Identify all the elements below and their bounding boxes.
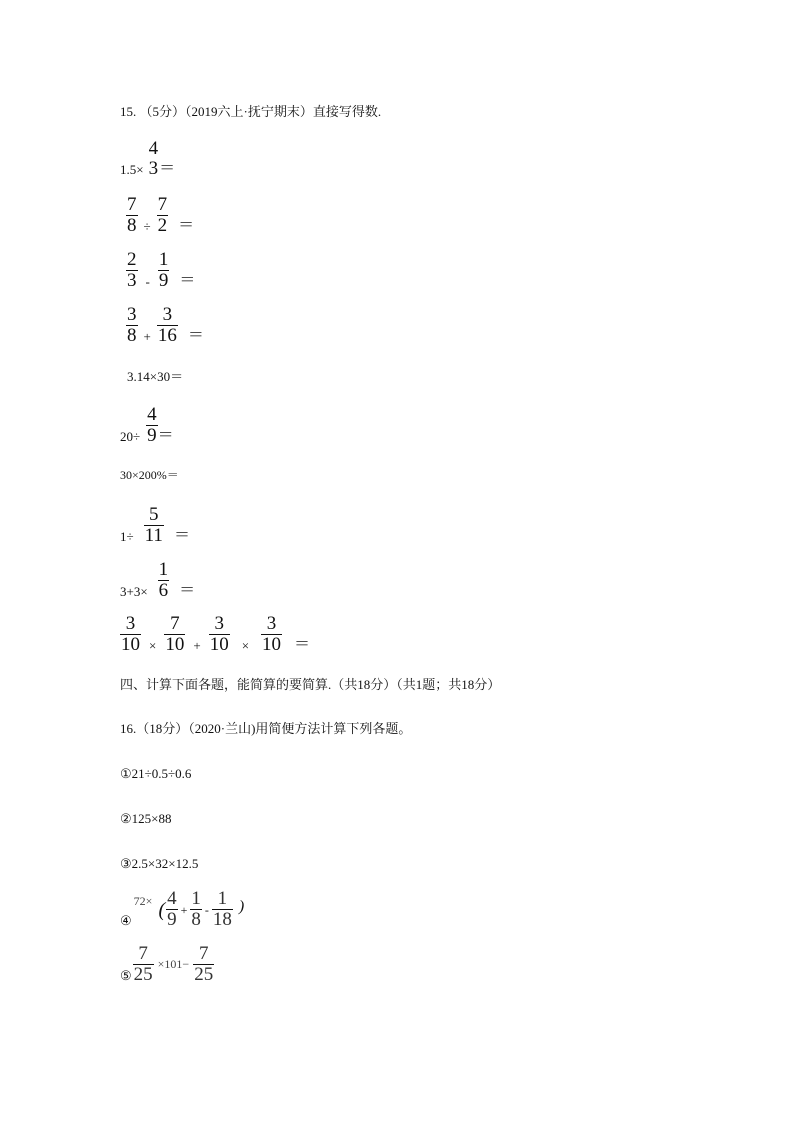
item6-equals: ＝ bbox=[157, 427, 174, 444]
item10-num3: 3 bbox=[214, 613, 224, 634]
item1-fraction bbox=[148, 140, 160, 178]
q15-item-6 bbox=[120, 406, 174, 445]
problem5-den1: 25 bbox=[133, 964, 153, 985]
item10-frac3 bbox=[209, 615, 230, 654]
q15-item-5 bbox=[127, 369, 183, 385]
q16-problem-1 bbox=[120, 766, 191, 782]
item3-num1: 2 bbox=[127, 249, 137, 270]
item7-text: 30×200%＝ bbox=[120, 468, 179, 482]
problem4-marker: ④ bbox=[120, 913, 132, 928]
problem4-num2: 1 bbox=[191, 888, 201, 909]
section4-title-text: 四、计算下面各题，能简算的要简算.（共18分）（共1题；共18分） bbox=[120, 677, 501, 692]
item4-den1: 8 bbox=[127, 325, 137, 346]
item10-equals: ＝ bbox=[294, 636, 311, 653]
q16-problem-4 bbox=[120, 890, 244, 929]
item10-frac1 bbox=[120, 615, 141, 654]
item1-equals: ＝ bbox=[159, 160, 176, 177]
item3-frac1 bbox=[126, 251, 138, 290]
q16-problem-3 bbox=[120, 856, 198, 872]
item6-prefix: 20÷ bbox=[120, 429, 141, 444]
item3-frac2 bbox=[158, 251, 170, 290]
item4-frac1 bbox=[126, 306, 138, 345]
item10-den1: 10 bbox=[121, 634, 140, 655]
item8-fraction bbox=[144, 506, 164, 545]
problem3-text: ③2.5×32×12.5 bbox=[120, 856, 199, 871]
item10-den3: 10 bbox=[209, 634, 229, 655]
q15-item-2 bbox=[126, 196, 194, 235]
q15-header-text: 15. （5分）（2019六上·抚宁期末）直接写得数. bbox=[120, 104, 382, 119]
item4-op: + bbox=[143, 329, 151, 344]
item3-den2: 9 bbox=[158, 270, 169, 291]
item9-num: 1 bbox=[158, 559, 169, 580]
item8-den: 11 bbox=[144, 525, 163, 546]
item4-den2: 16 bbox=[157, 325, 177, 346]
item6-fraction bbox=[146, 406, 158, 445]
problem5-den2: 25 bbox=[194, 964, 214, 985]
problem4-den2: 8 bbox=[191, 909, 201, 930]
item9-den: 6 bbox=[158, 580, 169, 601]
problem4-frac1 bbox=[166, 890, 178, 929]
q15-header bbox=[120, 104, 381, 120]
problem1-text: ①21÷0.5÷0.6 bbox=[120, 766, 192, 781]
q16-problem-2 bbox=[120, 811, 172, 827]
item8-prefix: 1÷ bbox=[120, 529, 134, 544]
problem4-den1: 9 bbox=[167, 909, 177, 930]
problem5-num2: 7 bbox=[198, 943, 209, 964]
item10-op3: × bbox=[241, 638, 250, 653]
item2-frac1 bbox=[126, 196, 138, 235]
q15-item-1 bbox=[120, 140, 175, 178]
problem5-marker: ⑤ bbox=[120, 968, 132, 983]
problem5-mid: ×101− bbox=[157, 957, 190, 971]
q15-item-10 bbox=[120, 615, 310, 654]
item2-den2: 2 bbox=[157, 215, 168, 236]
item2-frac2 bbox=[157, 196, 169, 235]
item2-equals: ＝ bbox=[178, 217, 195, 234]
q16-problem-5 bbox=[120, 945, 214, 984]
item3-num2: 1 bbox=[158, 249, 169, 270]
item10-op2: + bbox=[193, 638, 201, 653]
item8-equals: ＝ bbox=[173, 527, 190, 544]
item2-den1: 8 bbox=[127, 215, 137, 236]
problem5-frac2 bbox=[193, 945, 214, 984]
item2-num1: 7 bbox=[127, 194, 137, 215]
item10-op1: × bbox=[149, 638, 157, 653]
item4-frac2 bbox=[157, 306, 178, 345]
item4-num1: 3 bbox=[127, 304, 137, 325]
q16-header-text: 16.（18分）（2020·兰山)用简便方法计算下列各题。 bbox=[120, 721, 412, 736]
item6-den: 9 bbox=[147, 425, 157, 446]
problem4-op1: + bbox=[180, 902, 188, 917]
q16-header bbox=[120, 721, 411, 737]
problem4-prefix: 72× bbox=[133, 894, 153, 908]
item3-den1: 3 bbox=[127, 270, 137, 291]
item6-num: 4 bbox=[147, 404, 157, 425]
item3-op: - bbox=[145, 274, 150, 289]
item2-op: ÷ bbox=[143, 219, 151, 234]
item4-equals: ＝ bbox=[187, 327, 204, 344]
q15-item-4 bbox=[126, 306, 204, 345]
q15-item-3 bbox=[126, 251, 195, 290]
q15-item-7 bbox=[120, 467, 179, 483]
item5-text: 3.14×30＝ bbox=[127, 369, 184, 384]
q15-item-8 bbox=[120, 506, 190, 545]
item1-den: 3 bbox=[148, 158, 159, 179]
item1-prefix: 1.5× bbox=[120, 162, 144, 177]
problem4-frac2 bbox=[190, 890, 202, 929]
item10-frac2 bbox=[164, 615, 185, 654]
problem4-num1: 4 bbox=[167, 888, 177, 909]
problem4-op2: - bbox=[204, 902, 209, 917]
item9-equals: ＝ bbox=[179, 582, 196, 599]
item8-num: 5 bbox=[149, 504, 159, 525]
item1-num: 4 bbox=[148, 138, 159, 159]
problem4-rparen: ) bbox=[238, 898, 245, 915]
item10-num1: 3 bbox=[125, 613, 136, 634]
item10-den4: 10 bbox=[262, 634, 282, 655]
item9-fraction bbox=[158, 561, 170, 600]
problem4-frac3 bbox=[212, 890, 233, 929]
item10-frac4 bbox=[261, 615, 282, 654]
item9-prefix: 3+3× bbox=[120, 584, 148, 599]
item3-equals: ＝ bbox=[179, 272, 196, 289]
item10-num2: 7 bbox=[170, 613, 180, 634]
problem4-num3: 1 bbox=[217, 888, 228, 909]
problem4-lparen: ( bbox=[158, 898, 166, 921]
section4-title bbox=[120, 677, 500, 693]
item10-den2: 10 bbox=[165, 634, 185, 655]
problem5-num1: 7 bbox=[138, 943, 148, 964]
problem5-frac1 bbox=[133, 945, 154, 984]
problem4-den3: 18 bbox=[212, 909, 232, 930]
q15-item-9 bbox=[120, 561, 195, 600]
item4-num2: 3 bbox=[162, 304, 173, 325]
item10-num4: 3 bbox=[266, 613, 277, 634]
item2-num2: 7 bbox=[157, 194, 168, 215]
problem2-text: ②125×88 bbox=[120, 811, 172, 826]
